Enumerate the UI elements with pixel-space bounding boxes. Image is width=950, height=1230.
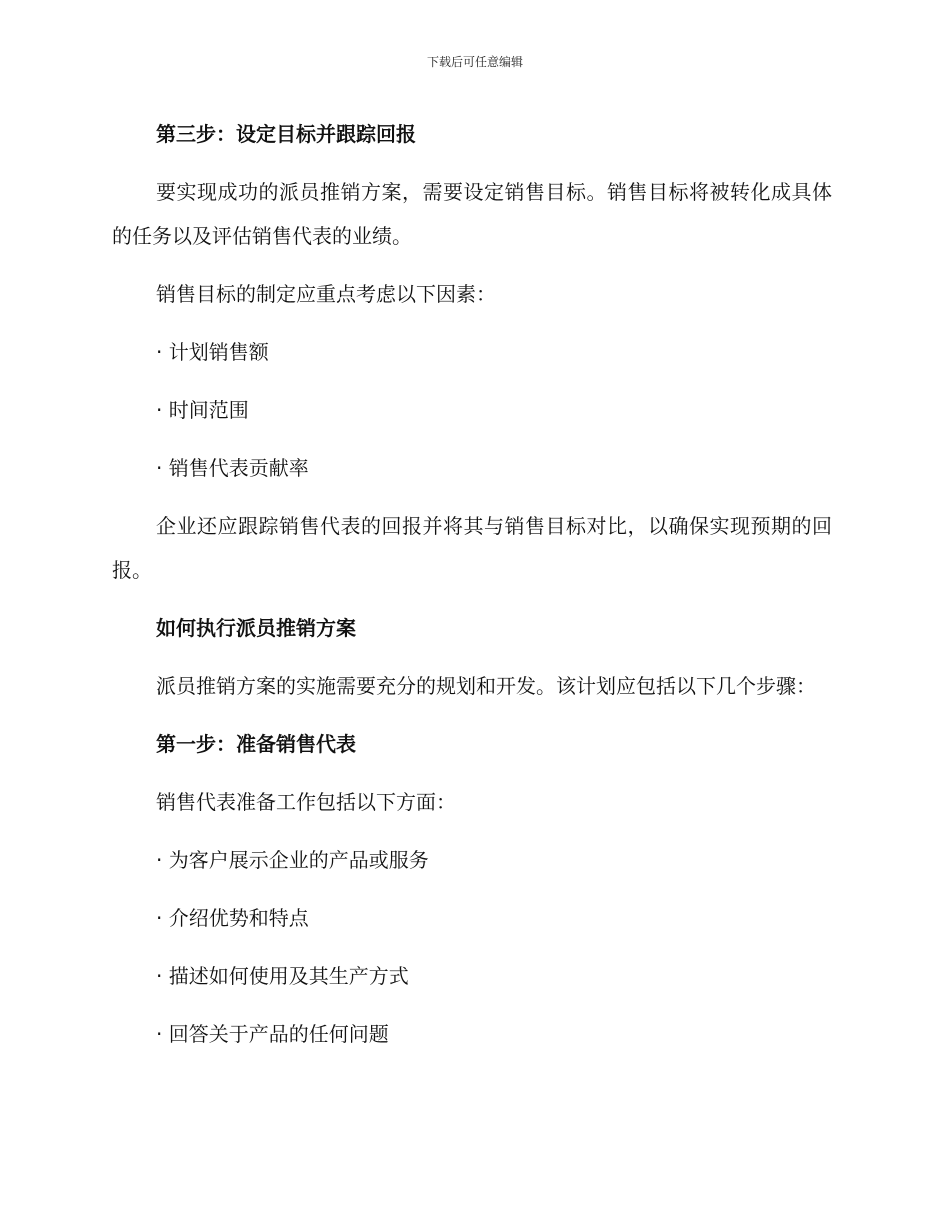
paragraph-execute-plan: 派员推销方案的实施需要充分的规划和开发。该计划应包括以下几个步骤： (156, 674, 816, 698)
bullet-contribution-rate: · 销售代表贡献率 (156, 456, 309, 480)
bullet-answer-questions: · 回答关于产品的任何问题 (156, 1022, 389, 1046)
bullet-planned-sales: · 计划销售额 (156, 340, 269, 364)
heading-execute-plan: 如何执行派员推销方案 (156, 616, 356, 640)
paragraph-tracking: 企业还应跟踪销售代表的回报并将其与销售目标对比，以确保实现预期的回报。 (112, 514, 832, 582)
paragraph-sales-goals: 要实现成功的派员推销方案，需要设定销售目标。销售目标将被转化成具体的任务以及评估销售代表的业绩。 (112, 180, 832, 248)
document-body (112, 112, 832, 1056)
page-header: 下载后可任意编辑 (426, 55, 523, 69)
bullet-time-range: · 时间范围 (156, 398, 249, 422)
paragraph-factors-intro: 销售目标的制定应重点考虑以下因素： (156, 282, 496, 306)
bullet-usage-production: · 描述如何使用及其生产方式 (156, 964, 409, 988)
bullet-show-products: · 为客户展示企业的产品或服务 (156, 848, 429, 872)
heading-step-one: 第一步：准备销售代表 (156, 732, 356, 756)
paragraph-prep-intro: 销售代表准备工作包括以下方面： (156, 790, 456, 814)
heading-step-three: 第三步：设定目标并跟踪回报 (156, 122, 416, 146)
bullet-advantages: · 介绍优势和特点 (156, 906, 309, 930)
